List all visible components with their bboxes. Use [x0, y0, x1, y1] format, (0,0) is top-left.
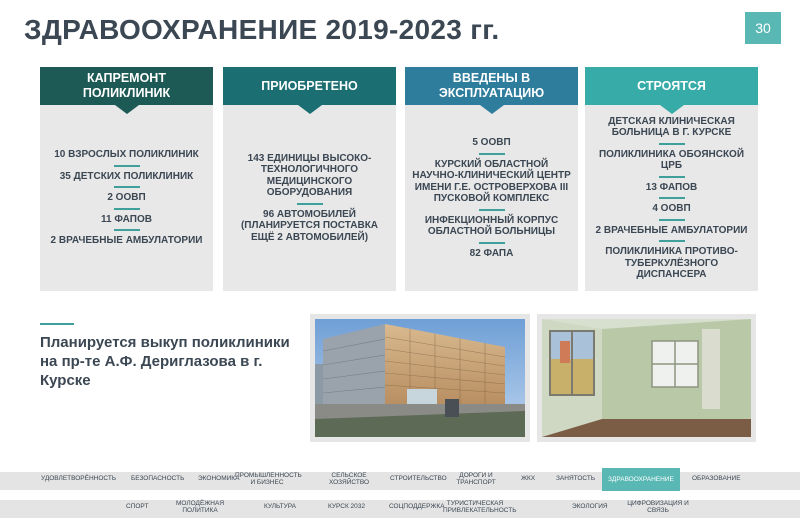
section-nav	[0, 462, 800, 531]
column-item: ИНФЕКЦИОННЫЙ КОРПУС ОБЛАСТНОЙ БОЛЬНИЦЫ	[424, 214, 559, 237]
plan-accent-line	[40, 323, 74, 325]
item-separator	[114, 229, 140, 231]
column-header: СТРОЯТСЯ	[585, 67, 758, 105]
room-interior-image	[542, 319, 751, 437]
nav-item[interactable]: СПОРТ	[126, 503, 149, 510]
category-column	[223, 67, 396, 291]
item-separator	[659, 219, 685, 221]
building-exterior-photo	[310, 314, 530, 442]
nav-item[interactable]: СОЦПОДДЕРЖКА	[389, 503, 445, 510]
column-item: 13 ФАПОВ	[645, 181, 698, 193]
nav-item[interactable]: ЗАНЯТОСТЬ	[556, 475, 596, 482]
column-body	[405, 105, 578, 291]
category-columns	[40, 67, 758, 291]
item-separator	[479, 153, 505, 155]
page-title: ЗДРАВООХРАНЕНИЕ 2019-2023 гг.	[24, 14, 500, 45]
plan-text: Планируется выкуп поликлиники на пр-те А.Ф. Дериглазова в г. Курске	[40, 334, 290, 389]
item-separator	[659, 176, 685, 178]
column-item: 10 ВЗРОСЛЫХ ПОЛИКЛИНИК	[54, 149, 199, 161]
column-header: ВВЕДЕНЫ В ЭКСПЛУАТАЦИЮ	[405, 67, 578, 105]
category-column	[405, 67, 578, 291]
item-separator	[297, 203, 323, 205]
nav-item[interactable]: БЕЗОПАСНОСТЬ	[131, 475, 185, 482]
nav-item[interactable]: КУЛЬТУРА	[264, 503, 296, 510]
nav-item[interactable]: ЖКХ	[521, 475, 536, 482]
item-separator	[114, 186, 140, 188]
item-separator	[479, 209, 505, 211]
column-item: 11 ФАПОВ	[101, 213, 152, 225]
nav-item[interactable]: ЭКОЛОГИЯ	[572, 503, 608, 510]
nav-item[interactable]: СЕЛЬСКОЕ ХОЗЯЙСТВО	[328, 472, 370, 486]
nav-item[interactable]: ПРОМЫШЛЕННОСТЬ И БИЗНЕС	[235, 472, 302, 486]
nav-item[interactable]: ЗДРАВООХРАНЕНИЕ	[602, 468, 680, 491]
column-item: ПОЛИКЛИНИКА ПРОТИВО-ТУБЕРКУЛЁЗНОГО ДИСПАНСЕРА	[605, 246, 738, 280]
column-item: 96 АВТОМОБИЛЕЙ (ПЛАНИРУЕТСЯ ПОСТАВКА ЕЩЁ 2 АВТОМОБИЛЕЙ)	[240, 208, 379, 243]
page-number-badge: 30	[745, 12, 781, 44]
column-item: 143 ЕДИНИЦЫ ВЫСОКО-ТЕХНОЛОГИЧНОГО МЕДИЦИНСКОГО ОБОРУДОВАНИЯ	[247, 152, 372, 199]
column-item: 82 ФАПА	[469, 247, 514, 259]
column-item: 2 ВРАЧЕБНЫЕ АМБУЛАТОРИИ	[595, 224, 748, 236]
column-item: 5 ООВП	[472, 137, 511, 148]
building-exterior-image	[315, 319, 525, 437]
nav-item[interactable]: УДОВЛЕТВОРЁННОСТЬ	[41, 475, 117, 482]
column-item: КУРСКИЙ ОБЛАСТНОЙ НАУЧНО-КЛИНИЧЕСКИЙ ЦЕНТР ИМЕНИ Г.Е. ОСТРОВЕРХОВА III ПУСКОВОЙ КОМПЛЕКС	[412, 158, 571, 204]
column-item: 2 ООВП	[107, 192, 146, 204]
nav-item[interactable]: СТРОИТЕЛЬСТВО	[390, 475, 447, 482]
column-item: 4 ООВП	[652, 203, 691, 214]
item-separator	[659, 143, 685, 145]
category-column	[585, 67, 758, 291]
column-item: ДЕТСКАЯ КЛИНИЧЕСКАЯ БОЛЬНИЦА В Г. КУРСКЕ	[608, 115, 735, 138]
nav-item[interactable]: ЦИФРОВИЗАЦИЯ И СВЯЗЬ	[627, 500, 689, 514]
room-interior-photo	[537, 314, 756, 442]
column-body	[585, 105, 758, 291]
item-separator	[114, 208, 140, 210]
item-separator	[114, 165, 140, 167]
column-body	[40, 105, 213, 291]
nav-item[interactable]: ОБРАЗОВАНИЕ	[692, 475, 741, 482]
column-header: КАПРЕМОНТ ПОЛИКЛИНИК	[40, 67, 213, 105]
column-body	[223, 105, 396, 291]
category-column	[40, 67, 213, 291]
nav-item[interactable]: ДОРОГИ И ТРАНСПОРТ	[456, 472, 496, 486]
column-item: 35 ДЕТСКИХ ПОЛИКЛИНИК	[59, 170, 194, 182]
item-separator	[659, 240, 685, 242]
column-item: 2 ВРАЧЕБНЫЕ АМБУЛАТОРИИ	[50, 235, 203, 247]
nav-item[interactable]: КУРСК 2032	[328, 503, 365, 510]
column-item: ПОЛИКЛИНИКА ОБОЯНСКОЙ ЦРБ	[598, 148, 745, 171]
nav-item[interactable]: ТУРИСТИЧЕСКАЯ ПРИВЛЕКАТЕЛЬНОСТЬ	[443, 500, 517, 514]
item-separator	[479, 242, 505, 244]
nav-item[interactable]: МОЛОДЁЖНАЯ ПОЛИТИКА	[175, 500, 225, 514]
nav-item[interactable]: ЭКОНОМИКА	[198, 475, 240, 482]
item-separator	[659, 197, 685, 199]
column-header: ПРИОБРЕТЕНО	[223, 67, 396, 105]
